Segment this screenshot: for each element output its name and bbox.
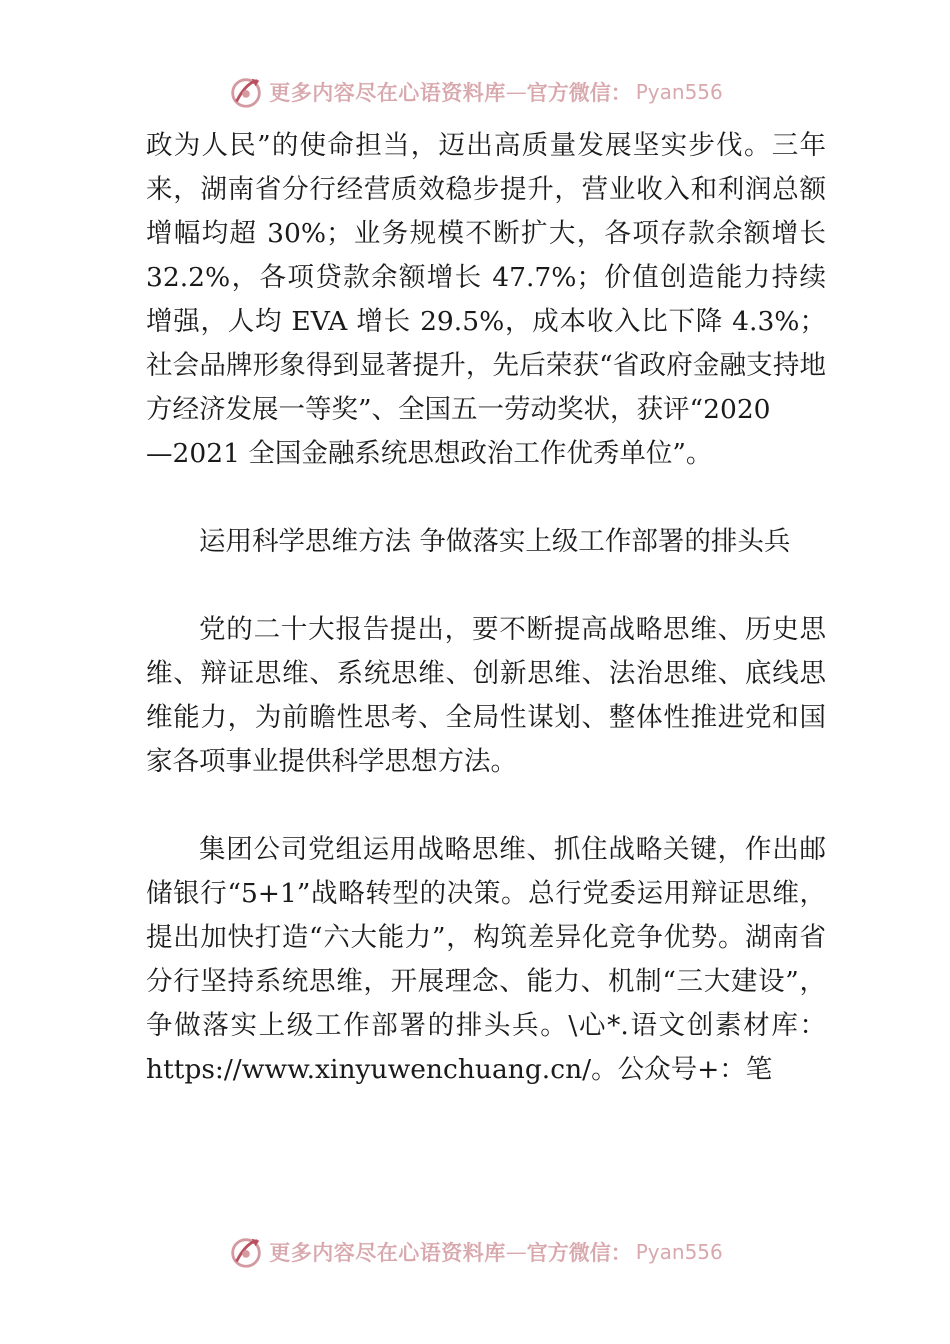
watermark-text: 更多内容尽在心语资料库 xyxy=(269,1240,506,1265)
paragraph-report: 党的二十大报告提出，要不断提高战略思维、历史思维、辩证思维、系统思维、创新思维、法治思维、底线思维能力，为前瞻性思考、全局性谋划、整体性推进党和国家各项事业提供科学思想方法。 xyxy=(146,614,826,777)
watermark-wechat-id: Pyan556 xyxy=(635,80,723,104)
watermark-wechat-label: 官方微信： xyxy=(526,80,632,105)
watermark-separator: — xyxy=(505,80,527,104)
paragraph-results-tail: —2021 全国金融系统思想政治工作优秀单位”。 xyxy=(146,438,713,469)
footer-watermark xyxy=(0,1232,950,1272)
paragraph-results: 政为人民”的使命担当，迈出高质量发展坚实步伐。三年来，湖南省分行经营质效稳步提升，营业收入和利润总额增幅均超 30%；业务规模不断扩大，各项存款余额增长 32.2%，各项贷款余额增长 47.7%；价值创造能力持续增强，人均 EVA 增长 29.5%，成本收入比下降 4.3%；社会品牌形象得到显著提升，先后荣获“省政府金融支持地方经济发展一等奖”、全国五一劳动奖状，获评“2020 xyxy=(146,130,826,425)
logo-icon xyxy=(227,1233,265,1271)
logo-icon xyxy=(227,73,265,111)
header-watermark xyxy=(0,72,950,112)
watermark-text: 更多内容尽在心语资料库 xyxy=(269,80,506,105)
section-heading: 运用科学思维方法 争做落实上级工作部署的排头兵 xyxy=(199,526,791,557)
document-body xyxy=(146,124,826,1092)
watermark-wechat-id: Pyan556 xyxy=(635,1240,723,1264)
watermark-wechat-label: 官方微信： xyxy=(526,1240,632,1265)
watermark-separator: — xyxy=(505,1240,527,1264)
paragraph-strategy: 集团公司党组运用战略思维、抓住战略关键，作出邮储银行“5+1”战略转型的决策。总行党委运用辩证思维，提出加快打造“六大能力”，构筑差异化竞争优势。湖南省分行坚持系统思维，开展理念、能力、机制“三大建设”，争做落实上级工作部署的排头兵。\心*.语文创素材库：https://www.xinyuwenchuang.cn/。公众号+：笔 xyxy=(146,834,826,1085)
